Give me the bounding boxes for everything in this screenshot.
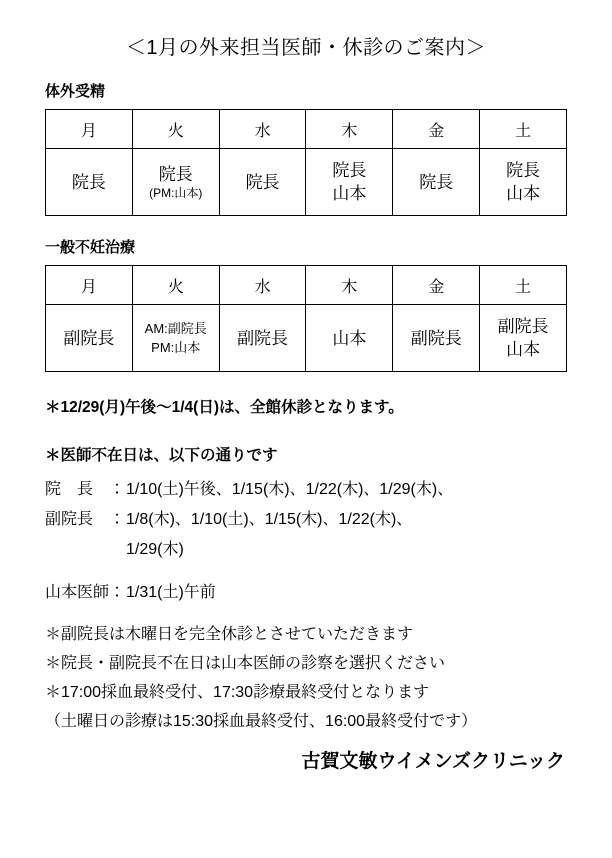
closure-note: ＊12/29(月)午後～1/4(日)は、全館休診となります。 <box>45 399 404 416</box>
day-header-fri: 金 <box>393 110 480 149</box>
doctor-row <box>46 149 567 216</box>
day-header-wed: 水 <box>219 110 306 149</box>
doctor-row <box>46 305 567 372</box>
day-header-wed: 水 <box>219 266 306 305</box>
day-header-row <box>46 110 567 149</box>
absence-label <box>45 535 126 565</box>
absence-dates: 1/10(土)午後、1/15(木)、1/22(木)、1/29(木)、 <box>126 481 454 498</box>
schedule-cell-fri <box>393 149 480 216</box>
doctor-name: 院長 <box>71 172 106 192</box>
doctor-name: 院長 <box>158 165 193 184</box>
schedule-cell-sat <box>480 305 567 372</box>
schedule-cell-tue <box>132 149 219 216</box>
doctor-name: AM:副院長 <box>144 321 207 336</box>
footnote-last-reception: ＊17:00採血最終受付、17:30診療最終受付となります <box>45 684 430 701</box>
absence-dates: 1/31(土)午前 <box>126 584 216 601</box>
doctor-name: 副院長 <box>497 317 549 336</box>
schedule-cell-wed <box>219 149 306 216</box>
page-title: ＜1月の外来担当医師・休診のご案内＞ <box>125 37 487 59</box>
doctor-name: 副院長 <box>410 328 462 348</box>
footnote-saturday-reception: （土曜日の診療は15:30採血最終受付、16:00最終受付です） <box>45 713 478 730</box>
doctor-name-2: PM:山本 <box>151 340 201 355</box>
absence-label: 山本医師： <box>45 584 126 601</box>
doctor-name-2: (PM:山本) <box>149 186 203 200</box>
schedule-cell-wed <box>219 305 306 372</box>
absence-row-yamamoto <box>45 578 567 608</box>
absence-label: 院 長 ： <box>45 481 126 498</box>
section-heading-general: 一般不妊治療 <box>45 239 136 256</box>
doctor-name: 院長 <box>245 172 280 192</box>
day-header-row <box>46 266 567 305</box>
absence-note-header: ＊医師不在日は、以下の通りです <box>45 447 278 464</box>
clinic-name: 古賀文敏ウイメンズクリニック <box>301 751 565 772</box>
day-header-sat: 土 <box>480 110 567 149</box>
schedule-cell-mon <box>46 305 133 372</box>
doctor-name-2: 山本 <box>506 340 541 359</box>
absence-row-director <box>45 475 567 505</box>
schedule-cell-tue <box>132 305 219 372</box>
absence-list <box>45 475 567 608</box>
footnote-thursday-closure: ＊副院長は木曜日を完全休診とさせていただきます <box>45 626 414 643</box>
day-header-fri: 金 <box>393 266 480 305</box>
schedule-cell-mon <box>46 149 133 216</box>
day-header-tue: 火 <box>132 266 219 305</box>
schedule-cell-sat <box>480 149 567 216</box>
day-header-mon: 月 <box>46 110 133 149</box>
day-header-sat: 土 <box>480 266 567 305</box>
absence-dates: 1/8(木)、1/10(土)、1/15(木)、1/22(木)、 <box>126 511 413 528</box>
day-header-thu: 木 <box>306 266 393 305</box>
schedule-cell-thu <box>306 305 393 372</box>
doctor-name: 院長 <box>332 161 367 180</box>
day-header-mon: 月 <box>46 266 133 305</box>
schedule-table-ivf <box>45 109 567 216</box>
day-header-thu: 木 <box>306 110 393 149</box>
doctor-name: 山本 <box>332 328 367 348</box>
schedule-table-general <box>45 265 567 372</box>
absence-row-deputy-director <box>45 505 567 535</box>
schedule-cell-thu <box>306 149 393 216</box>
absence-label: 副院長 ： <box>45 511 126 528</box>
doctor-name: 院長 <box>506 161 541 180</box>
doctor-name-2: 山本 <box>332 184 367 203</box>
schedule-cell-fri <box>393 305 480 372</box>
absence-row-continuation <box>45 535 567 565</box>
footnote-list <box>45 620 567 736</box>
absence-dates: 1/29(木) <box>126 541 184 558</box>
day-header-tue: 火 <box>132 110 219 149</box>
doctor-name: 副院長 <box>63 328 115 348</box>
doctor-name-2: 山本 <box>506 184 541 203</box>
doctor-name: 副院長 <box>237 328 289 348</box>
section-heading-ivf: 体外受精 <box>45 83 106 100</box>
footnote-choose-yamamoto: ＊院長・副院長不在日は山本医師の診察を選択ください <box>45 655 446 672</box>
doctor-name: 院長 <box>419 172 454 192</box>
